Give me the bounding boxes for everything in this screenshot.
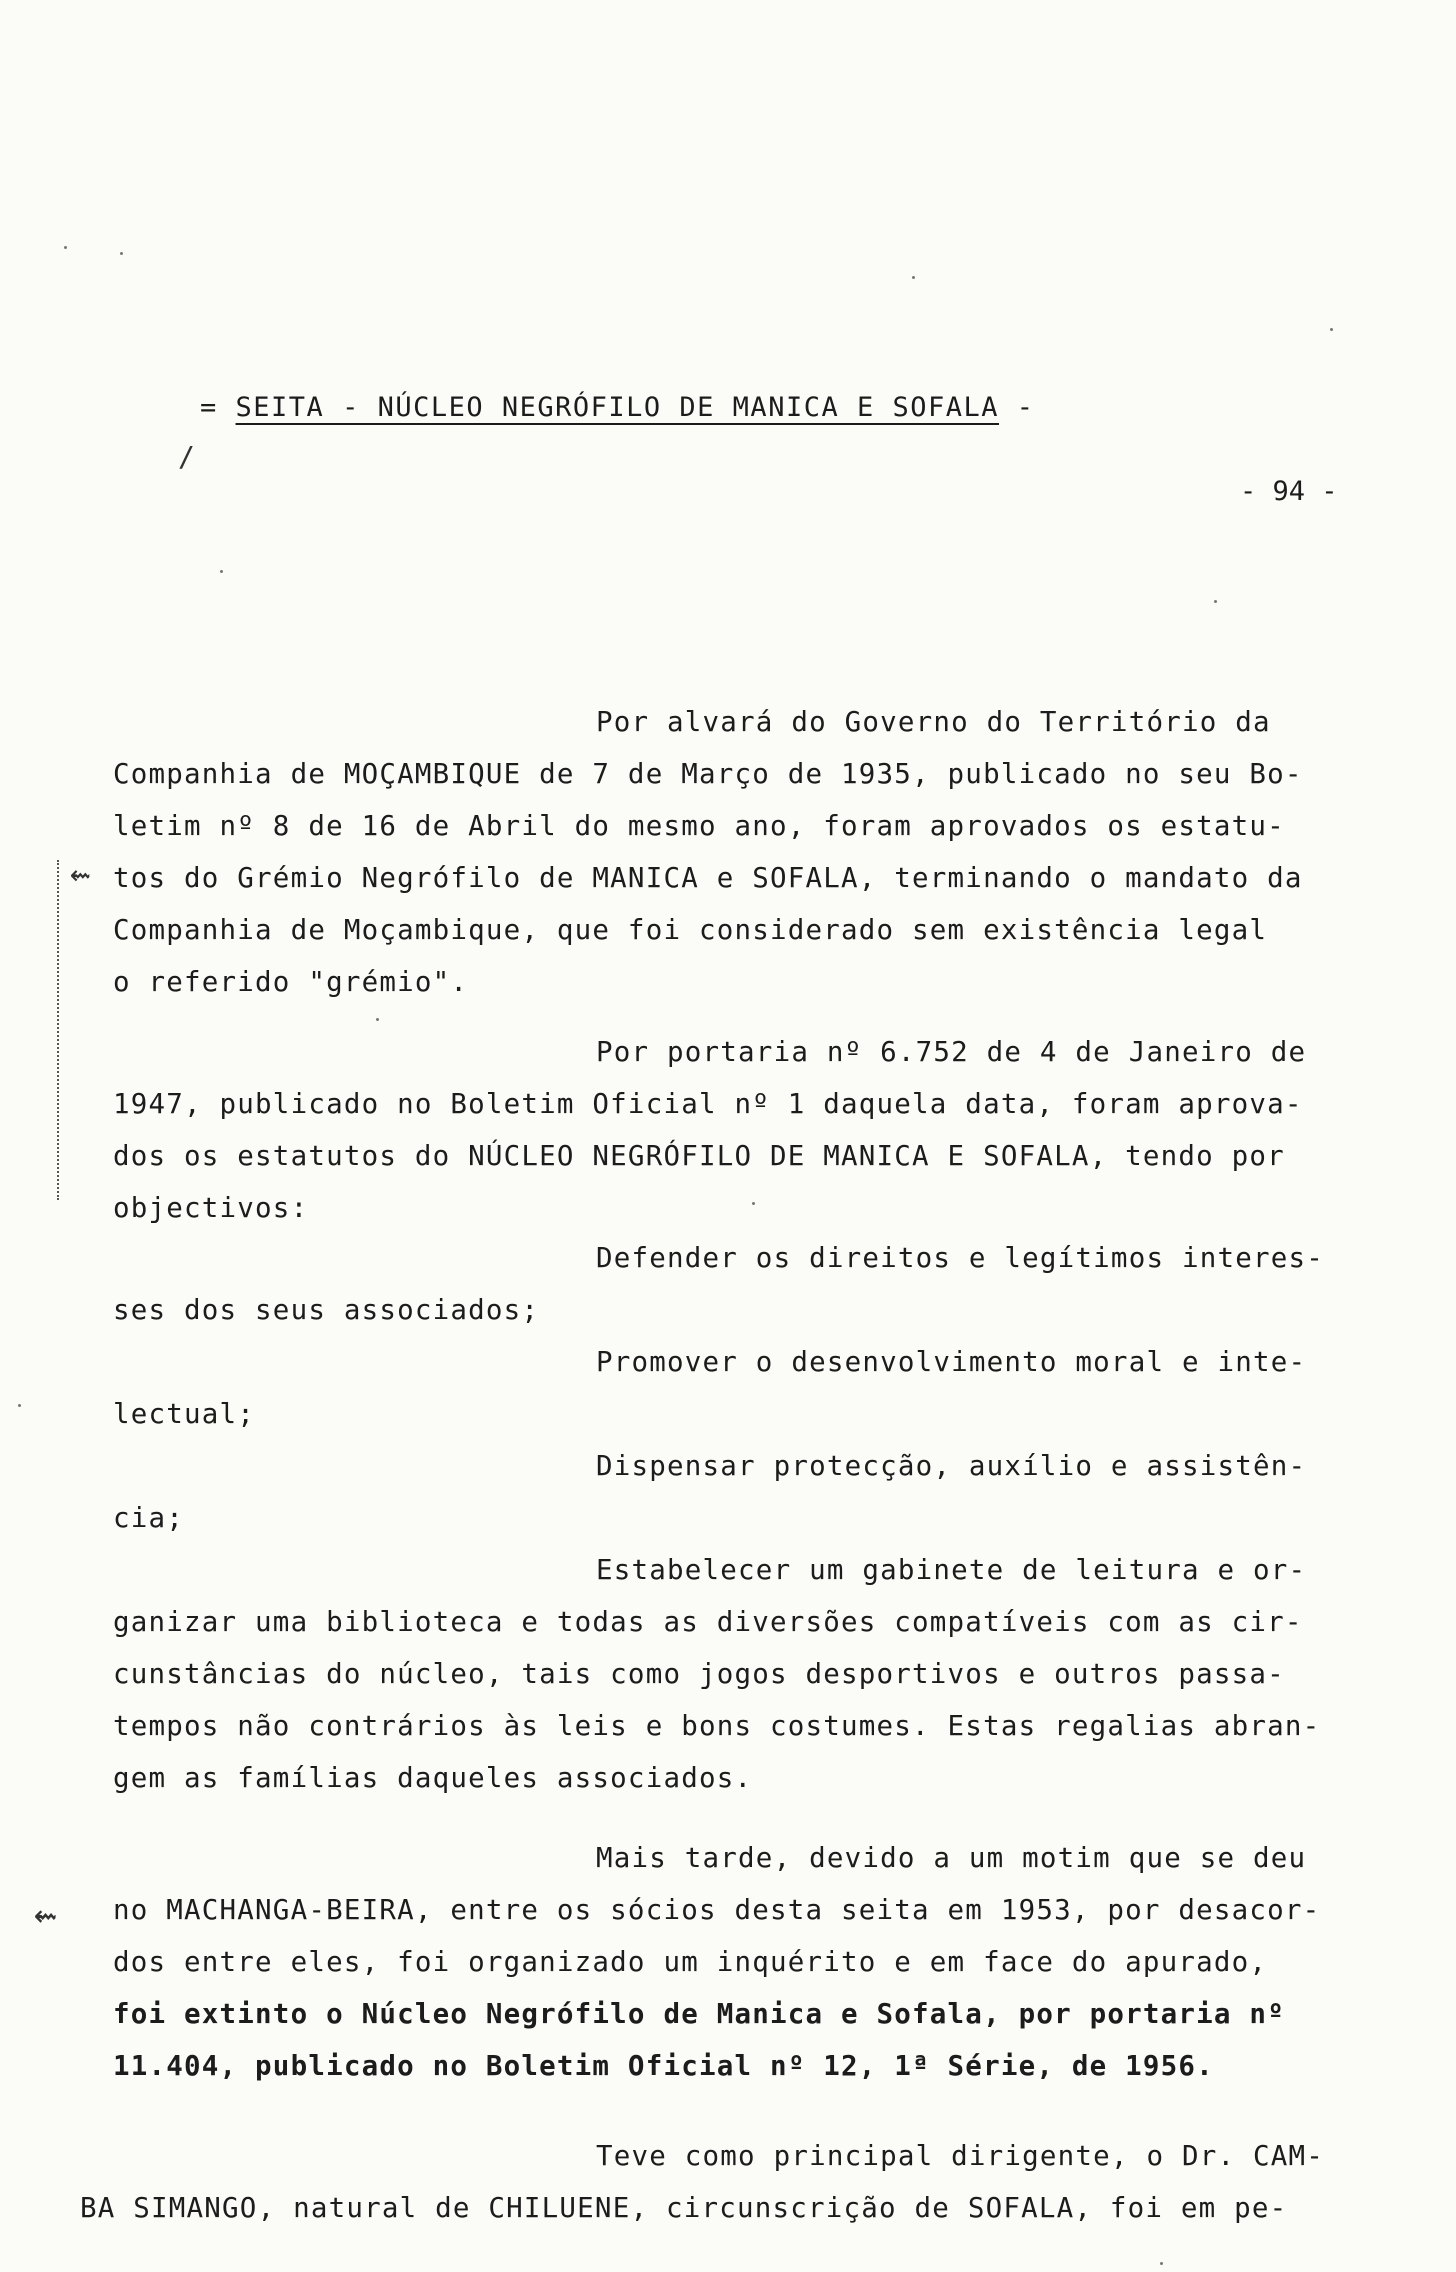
scan-speck bbox=[752, 1202, 755, 1205]
text-line: dos os estatutos do NÚCLEO NEGRÓFILO DE MANICA E SOFALA, tendo por bbox=[113, 1140, 1285, 1172]
text-line: 1947, publicado no Boletim Oficial nº 1 daquela data, foram aprova- bbox=[113, 1088, 1303, 1120]
slash-mark: / bbox=[178, 440, 195, 473]
text-line: Defender os direitos e legítimos interes- bbox=[596, 1242, 1325, 1274]
scan-speck bbox=[1214, 600, 1217, 603]
left-bracket-arrow-icon: ⇜ bbox=[70, 854, 91, 894]
scan-speck bbox=[1160, 2262, 1163, 2265]
text-line: dos entre eles, foi organizado um inquérito e em face do apurado, bbox=[113, 1946, 1268, 1978]
text-line: Por alvará do Governo do Território da bbox=[596, 706, 1271, 738]
title-suffix: - bbox=[1016, 392, 1035, 423]
margin-bracket-line bbox=[57, 860, 61, 1200]
page-number: - 94 - bbox=[1240, 476, 1338, 507]
scan-speck bbox=[376, 1018, 379, 1021]
text-line: Companhia de MOÇAMBIQUE de 7 de Março de 1935, publicado no seu Bo- bbox=[113, 758, 1303, 790]
scan-speck bbox=[1330, 328, 1333, 331]
text-line: Companhia de Moçambique, que foi considerado sem existência legal bbox=[113, 914, 1268, 946]
text-line: foi extinto o Núcleo Negrófilo de Manica e Sofala, por portaria nº bbox=[113, 1998, 1285, 2030]
page-title bbox=[200, 392, 1035, 423]
text-line: cia; bbox=[113, 1502, 185, 1534]
scan-speck bbox=[120, 252, 123, 255]
text-line: Dispensar protecção, auxílio e assistên- bbox=[596, 1450, 1307, 1482]
title-text: SEITA - NÚCLEO NEGRÓFILO DE MANICA E SOFALA bbox=[235, 392, 1000, 423]
text-line: cunstâncias do núcleo, tais como jogos desportivos e outros passa- bbox=[113, 1658, 1285, 1690]
text-line: lectual; bbox=[113, 1398, 256, 1430]
text-line: no MACHANGA-BEIRA, entre os sócios desta seita em 1953, por desacor- bbox=[113, 1894, 1321, 1926]
text-line: letim nº 8 de 16 de Abril do mesmo ano, foram aprovados os estatu- bbox=[113, 810, 1285, 842]
text-line: BA SIMANGO, natural de CHILUENE, circunscrição de SOFALA, foi em pe- bbox=[80, 2192, 1288, 2224]
text-line: Mais tarde, devido a um motim que se deu bbox=[596, 1842, 1307, 1874]
text-line: Estabelecer um gabinete de leitura e or- bbox=[596, 1554, 1307, 1586]
scan-speck bbox=[912, 276, 915, 279]
text-line: ses dos seus associados; bbox=[113, 1294, 540, 1326]
text-line: Teve como principal dirigente, o Dr. CAM- bbox=[596, 2140, 1325, 2172]
text-line: ganizar uma biblioteca e todas as diversões compatíveis com as cir- bbox=[113, 1606, 1303, 1638]
text-line: Promover o desenvolvimento moral e inte- bbox=[596, 1346, 1307, 1378]
scan-speck bbox=[64, 246, 67, 249]
text-line: Por portaria nº 6.752 de 4 de Janeiro de bbox=[596, 1036, 1307, 1068]
text-line: 11.404, publicado no Boletim Oficial nº 12, 1ª Série, de 1956. bbox=[113, 2050, 1214, 2082]
left-arrow-icon: ⇜ bbox=[34, 1892, 57, 1936]
text-line: objectivos: bbox=[113, 1192, 309, 1224]
text-line: gem as famílias daqueles associados. bbox=[113, 1762, 753, 1794]
scan-speck bbox=[18, 1404, 21, 1407]
text-line: o referido "grémio". bbox=[113, 966, 469, 998]
title-prefix: = bbox=[200, 392, 218, 423]
text-line: tempos não contrários às leis e bons costumes. Estas regalias abran- bbox=[113, 1710, 1321, 1742]
scan-speck bbox=[220, 570, 223, 573]
text-line: tos do Grémio Negrófilo de MANICA e SOFALA, terminando o mandato da bbox=[113, 862, 1303, 894]
